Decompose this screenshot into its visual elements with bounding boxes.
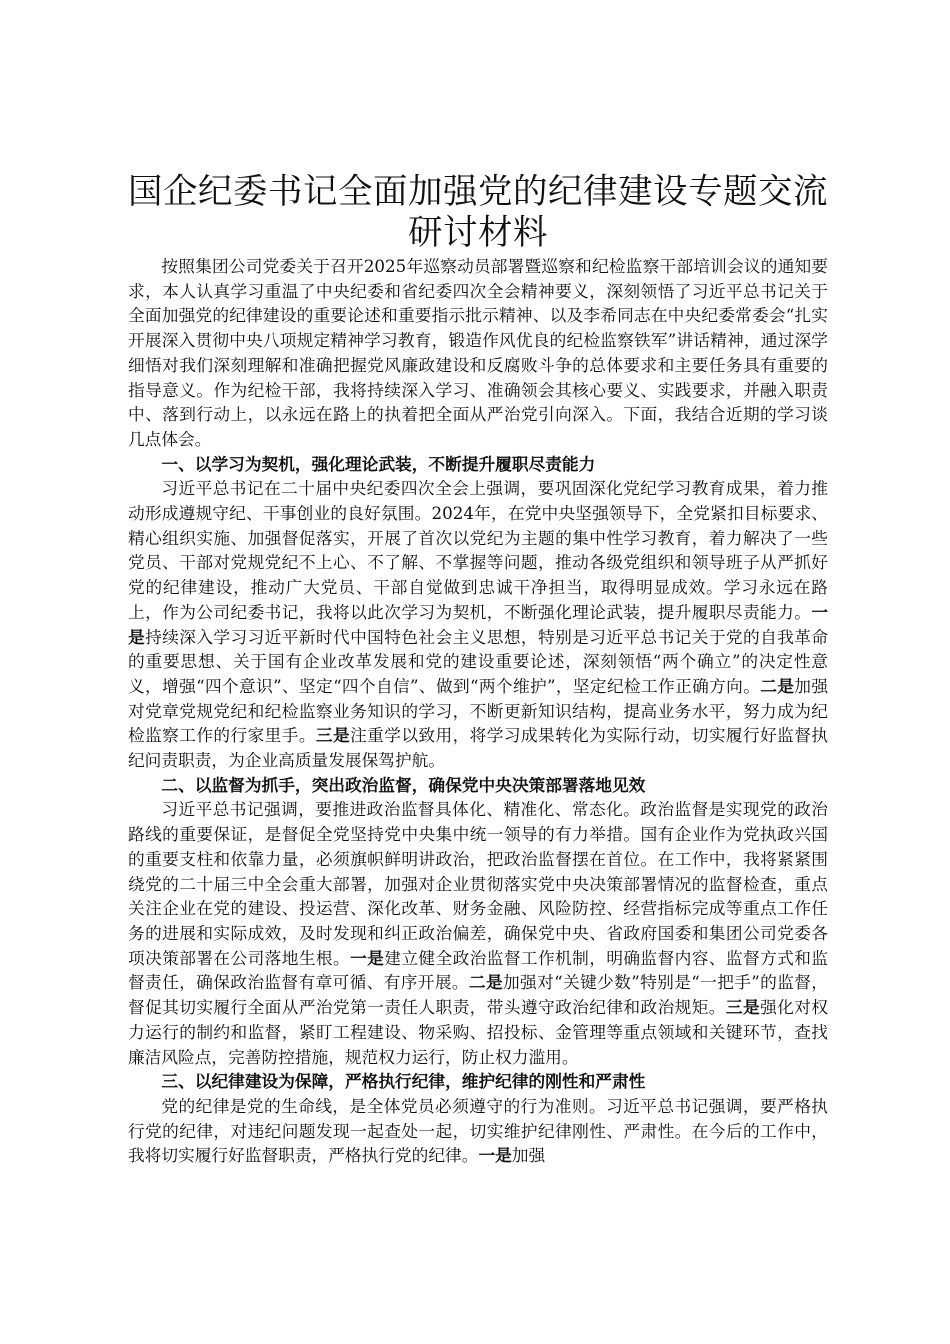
section-1-text-3: 加强对党章党规党纪和纪检监察业务知识的学习，不断更新知识结构，提高业务水平，努力成为纪检监察工作的行家里手。 <box>128 675 829 746</box>
section-1-paragraph <box>128 476 828 772</box>
section-2-text-4: 强化对权力运行的制约和监督，紧盯工程建设、物采购、招投标、金管理等重点领域和关键环节，查找廉洁风险点，完善防控措施，规范权力运行，防止权力滥用。 <box>128 997 829 1067</box>
section-2-keyword-1: 一是 <box>350 947 385 968</box>
section-3-text-2: 加强 <box>511 1145 546 1166</box>
section-1-text-1: 习近平总书记在二十届中央纪委四次全会上强调，要巩固深化党纪学习教育成果，着力推动形成遵规守纪、干事创业的良好氛围。2024年，在党中央坚强领导下，全党紧扣目标要求、精心组织实施、加强督促落实，开展了首次以党纪为主题的集中性学习教育，着力解决了一些党员、干部对党规党纪不上心、不了解、不掌握等问题，推动各级党组织和领导班子从严抓好党的纪律建设，推动广大党员、干部自觉做到忠诚干净担当，取得明显成效。学习永远在路上，作为公司纪委书记，我将以此次学习为契机，不断强化理论武装，提升履职尽责能力。 <box>128 478 828 622</box>
document-body <box>128 254 828 1168</box>
section-2-text-1: 习近平总书记强调，要推进政治监督具体化、精准化、常态化。政治监督是实现党的政治路线的重要保证，是督促全党坚持党中央集中统一领导的有力举措。国有企业作为党执政兴国的重要支柱和依靠力量，必须旗帜鲜明讲政治，把政治监督摆在首位。在工作中，我将紧紧围绕党的二十届三中全会重大部署，加强对企业贯彻落实党中央决策部署情况的监督检查，重点关注企业在党的建设、投运营、深化改革、财务金融、风险防控、经营指标完成等重点工作任务的进展和实际成效，及时发现和纠正政治偏差，确保党中央、省政府国委和集团公司党委各项决策部署在公司落地生根。 <box>128 799 828 968</box>
section-2-paragraph <box>128 797 828 1069</box>
section-3-heading: 三、以纪律建设为保障，严格执行纪律，维护纪律的刚性和严肃性 <box>161 1071 646 1092</box>
section-1-keyword-3: 三是 <box>315 725 351 746</box>
section-3-text-1: 党的纪律是党的生命线，是全体党员必须遵守的行为准则。习近平总书记强调，要严格执行党的纪律，对违纪问题发现一起查处一起，切实维护纪律刚性、严肃性。在今后的工作中，我将切实履行好监督职责，严格执行党的纪律。 <box>128 1095 828 1166</box>
section-3-paragraph <box>128 1094 828 1168</box>
section-1-text-4: 注重学以致用，将学习成果转化为实际行动，切实履行好监督执纪问责职责，为企业高质量发展保驾护航。 <box>128 725 829 771</box>
section-2-keyword-2: 二是 <box>468 972 504 993</box>
section-1-heading: 一、以学习为契机，强化理论武装，不断提升履职尽责能力 <box>161 453 596 474</box>
section-3-keyword-1: 一是 <box>478 1145 512 1166</box>
section-2-keyword-3: 三是 <box>725 997 761 1018</box>
intro-paragraph: 按照集团公司党委关于召开2025年巡察动员部署暨巡察和纪检监察干部培训会议的通知要求，本人认真学习重温了中央纪委和省纪委四次全会精神要义，深刻领悟了习近平总书记关于全面加强党的纪律建设的重要论述和重要指示批示精神、以及李希同志在中央纪委常委会“扎实开展深入贯彻中央八项规定精神学习教育，锻造作风优良的纪检监察铁军”讲话精神，通过深学细悟对我们深刻理解和准确把握党风廉政建设和反腐败斗争的总体要求和主要任务具有重要的指导意义。作为纪检干部，我将持续深入学习、准确领会其核心要义、实践要求，并融入职责中、落到行动上，以永远在路上的执着把全面从严治党引向深入。下面，我结合近期的学习谈几点体会。 <box>128 256 828 449</box>
title-line-2: 研讨材料 <box>408 213 548 253</box>
section-2-text-2: 建立健全政治监督工作机制，明确监督内容、监督方式和监督责任，确保政治监督有章可循、有序开展。 <box>128 947 829 993</box>
section-2-heading: 二、以监督为抓手，突出政治监督，确保党中央决策部署落地见效 <box>161 774 646 795</box>
document-title <box>128 172 828 254</box>
section-1-keyword-1: 一是 <box>128 601 828 647</box>
title-line-1: 国企纪委书记全面加强党的纪律建设专题交流 <box>128 172 828 212</box>
section-2-text-3: 加强对“关键少数”特别是“一把手”的监督，督促其切实履行全面从严治党第一责任人职责，带头遵守政治纪律和政治规矩。 <box>128 972 828 1018</box>
section-1-keyword-2: 二是 <box>760 675 795 696</box>
document-page <box>128 172 828 1168</box>
section-1-text-2: 持续深入学习习近平新时代中国特色社会主义思想，特别是习近平总书记关于党的自我革命的重要思想、关于国有企业改革发展和党的建设重要论述，深刻领悟“两个确立”的决定性意义，增强“四个意识”、坚定“四个自信”、做到“两个维护”，坚定纪检工作正确方向。 <box>128 626 829 696</box>
